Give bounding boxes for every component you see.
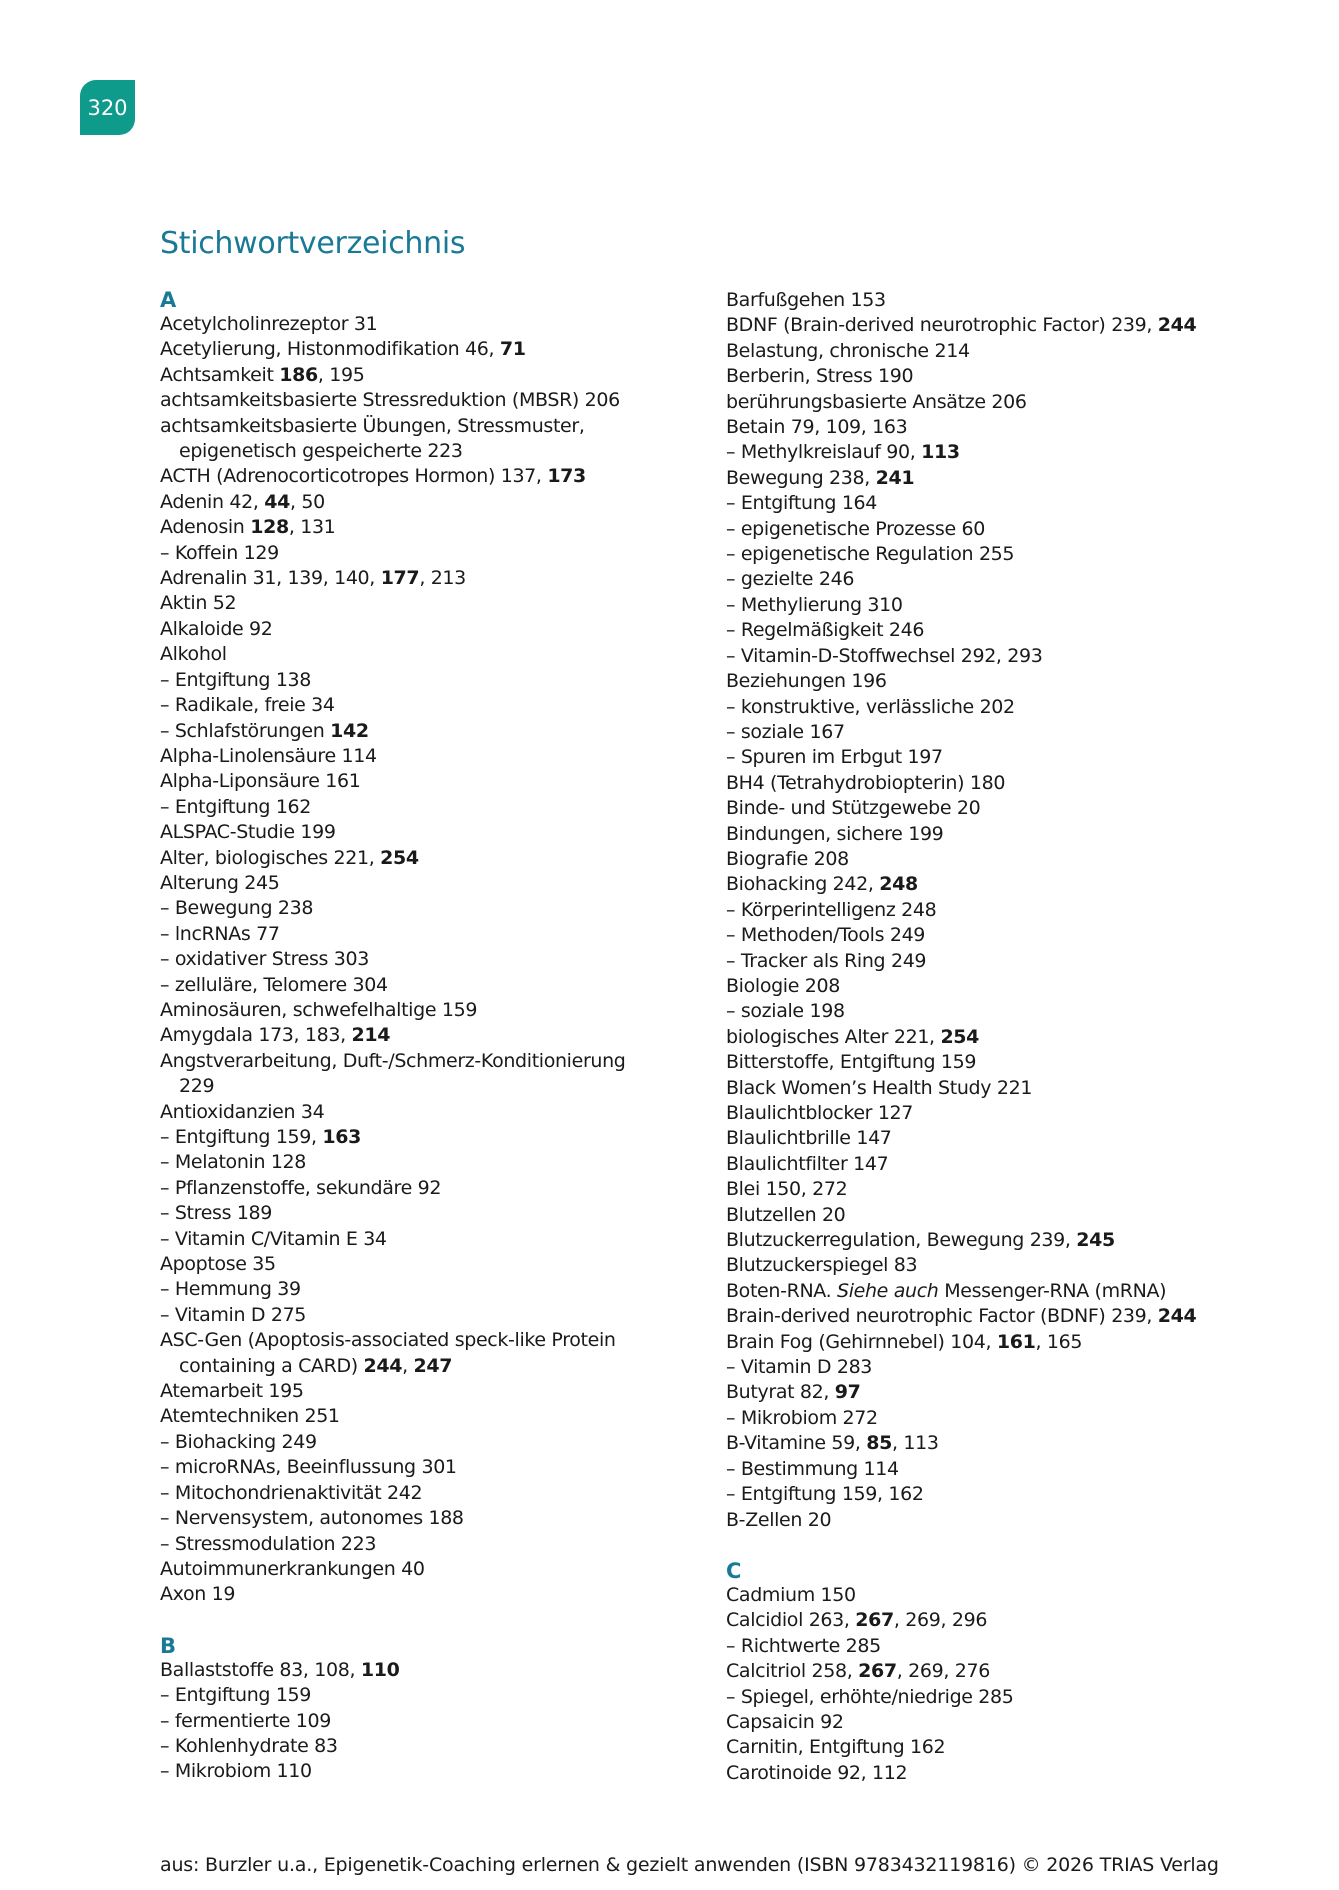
index-entry [160, 1023, 710, 1048]
entry-text: – Pflanzenstoffe, sekundäre 92 [160, 1176, 442, 1199]
page-ref-main: 161 [996, 1330, 1036, 1353]
index-entry [726, 669, 1276, 694]
entry-text: – Entgiftung 162 [160, 795, 312, 818]
index-entry [726, 1330, 1276, 1355]
entry-text: achtsamkeitsbasierte Übungen, Stressmuster, [160, 414, 585, 437]
index-entry [726, 1355, 1276, 1380]
entry-text: Adrenalin 31, 139, 140, [160, 567, 381, 590]
entry-text: Apoptose 35 [160, 1253, 276, 1276]
page-ref-main: 267 [858, 1660, 897, 1683]
index-entry [160, 312, 710, 337]
entry-text: – lncRNAs 77 [160, 922, 280, 945]
entry-text: – Biohacking 249 [160, 1430, 317, 1453]
index-entry [726, 567, 1276, 592]
entry-text: B-Zellen 20 [726, 1508, 832, 1531]
footer-citation: aus: Burzler u.a., Epigenetik-Coaching erlernen & gezielt anwenden (ISBN 9783432119816) © 2026 TRIAS Verlag [160, 1854, 1219, 1876]
entry-text: Axon 19 [160, 1583, 236, 1606]
index-entry [160, 1532, 710, 1557]
index-entry [160, 1683, 710, 1708]
entry-text: Alter, biologisches 221, [160, 846, 381, 869]
index-entry [160, 1354, 710, 1379]
page-ref-main: 244 [1157, 1305, 1197, 1328]
index-entry [160, 820, 710, 845]
entry-text: – Entgiftung 159 [160, 1684, 312, 1707]
entry-text: Beziehungen 196 [726, 670, 887, 693]
entry-text: Bindungen, sichere 199 [726, 822, 944, 845]
page-ref-main: 254 [940, 1025, 980, 1048]
index-entry [160, 1227, 710, 1252]
index-entry [726, 364, 1276, 389]
entry-text: – Kohlenhydrate 83 [160, 1734, 338, 1757]
section-letter: C [726, 1558, 742, 1583]
index-entry [726, 1279, 1276, 1304]
section-letter: A [160, 288, 177, 312]
page-ref-main: 142 [330, 719, 369, 742]
page-ref-main: 97 [834, 1381, 861, 1404]
index-entry [726, 720, 1276, 745]
entry-text: , 165 [1035, 1330, 1083, 1353]
entry-text: Betain 79, 109, 163 [726, 416, 908, 439]
index-entry [726, 1076, 1276, 1101]
page-ref-main: 244 [363, 1354, 403, 1377]
index-entry [726, 288, 1276, 313]
index-entry [726, 1508, 1276, 1533]
entry-text: – Tracker als Ring 249 [726, 949, 927, 972]
index-entry [726, 1101, 1276, 1126]
entry-text: – Mikrobiom 272 [726, 1406, 878, 1429]
index-entry [726, 1761, 1276, 1786]
entry-text: Adenosin [160, 516, 251, 539]
entry-text: – gezielte 246 [726, 568, 855, 591]
page-ref-main: 241 [875, 466, 915, 489]
index-entry [160, 490, 710, 515]
index-entry [726, 974, 1276, 999]
entry-text: – oxidativer Stress 303 [160, 948, 369, 971]
entry-text: Amygdala 173, 183, [160, 1024, 352, 1047]
index-entry [726, 1050, 1276, 1075]
index-entry [160, 947, 710, 972]
page-ref-main: 267 [855, 1609, 894, 1632]
index-entry [160, 1303, 710, 1328]
entry-text: , 131 [288, 516, 336, 539]
entry-text: – microRNAs, Beeinflussung 301 [160, 1456, 457, 1479]
entry-text: Binde- und Stützgewebe 20 [726, 797, 981, 820]
entry-text: – epigenetische Regulation 255 [726, 543, 1015, 566]
entry-text: – Stress 189 [160, 1202, 273, 1225]
index-entry [726, 1228, 1276, 1253]
index-entry [160, 769, 710, 794]
index-entry [160, 1481, 710, 1506]
entry-text: – Regelmäßigkeit 246 [726, 619, 925, 642]
index-entry [160, 795, 710, 820]
page-ref-main: 177 [380, 567, 420, 590]
entry-text: Alterung 245 [160, 871, 280, 894]
index-entry [160, 1506, 710, 1531]
entry-text: Blutzellen 20 [726, 1203, 846, 1226]
entry-text: Alkohol [160, 643, 227, 666]
entry-text: – Spuren im Erbgut 197 [726, 746, 943, 769]
entry-text: containing a CARD) [179, 1354, 364, 1377]
entry-text: Blutzuckerregulation, Bewegung 239, [726, 1229, 1077, 1252]
entry-text: Brain-derived neurotrophic Factor (BDNF) 239, [726, 1305, 1158, 1328]
page-ref-main: 44 [264, 490, 290, 513]
page-ref-main: 247 [413, 1354, 453, 1377]
entry-text: Adenin 42, [160, 490, 265, 513]
entry-text: – Methylkreislauf 90, [726, 441, 922, 464]
entry-text: Calcitriol 258, [726, 1660, 859, 1683]
index-entry [726, 1152, 1276, 1177]
index-entry [726, 644, 1276, 669]
entry-text: – konstruktive, verlässliche 202 [726, 695, 1015, 718]
entry-text: Acetylierung, Histonmodifikation 46, [160, 338, 500, 361]
entry-text: – Vitamin D 283 [726, 1356, 873, 1379]
index-entry [160, 439, 710, 464]
entry-text: , 195 [317, 363, 365, 386]
entry-text: – soziale 167 [726, 720, 845, 743]
index-entry [160, 668, 710, 693]
entry-text: Biohacking 242, [726, 873, 880, 896]
entry-text: Messenger-RNA (mRNA) [938, 1279, 1167, 1302]
index-entry [726, 517, 1276, 542]
index-entry [160, 515, 710, 540]
index-entry [726, 466, 1276, 491]
index-entry [726, 313, 1276, 338]
page-ref-main: 85 [866, 1432, 893, 1455]
entry-text: – Entgiftung 159, [160, 1126, 323, 1148]
index-entry [726, 1659, 1276, 1684]
index-entry [726, 796, 1276, 821]
index-entry [726, 339, 1276, 364]
entry-text: Belastung, chronische 214 [726, 339, 970, 362]
entry-text: – soziale 198 [726, 1000, 845, 1023]
index-entry [726, 1685, 1276, 1710]
entry-text: , 269, 276 [896, 1660, 990, 1683]
index-entry [160, 1125, 710, 1150]
entry-text: Acetylcholinrezeptor 31 [160, 313, 378, 335]
index-entry [726, 415, 1276, 440]
page-ref-main: 254 [380, 846, 419, 869]
index-entry [726, 898, 1276, 923]
index-entry [726, 1710, 1276, 1735]
entry-text: Biografie 208 [726, 847, 849, 870]
index-entry [160, 1252, 710, 1277]
entry-text: – Spiegel, erhöhte/niedrige 285 [726, 1685, 1014, 1708]
entry-text: – Schlafstörungen [160, 719, 331, 742]
entry-text: Boten-RNA. [726, 1279, 838, 1302]
entry-text: – Hemmung 39 [160, 1278, 301, 1301]
index-entry [726, 872, 1276, 897]
entry-text: Siehe auch [837, 1279, 939, 1302]
page-ref-main: 163 [322, 1126, 362, 1148]
index-entry [160, 1379, 710, 1404]
entry-text: Angstverarbeitung, Duft-/Schmerz-Konditionierung [160, 1049, 626, 1072]
entry-text: Carnitin, Entgiftung 162 [726, 1736, 946, 1759]
index-entry [160, 1150, 710, 1175]
index-entry [726, 542, 1276, 567]
index-entry [726, 491, 1276, 516]
index-entry [160, 744, 710, 769]
index-entry [726, 822, 1276, 847]
index-entry [160, 1430, 710, 1455]
index-entry [726, 1203, 1276, 1228]
entry-text: Alkaloide 92 [160, 617, 273, 640]
entry-text: Calcidiol 263, [726, 1609, 856, 1632]
page-ref-main: 248 [879, 873, 918, 896]
entry-text: – Radikale, freie 34 [160, 694, 335, 717]
entry-text: B-Vitamine 59, [726, 1432, 867, 1455]
entry-text: Achtsamkeit [160, 363, 280, 386]
entry-text: Brain Fog (Gehirnnebel) 104, [726, 1330, 997, 1353]
page-ref-main: 113 [921, 441, 960, 464]
index-entry [160, 1277, 710, 1302]
entry-text: – Vitamin-D-Stoffwechsel 292, 293 [726, 644, 1043, 667]
page-ref-main: 173 [547, 465, 586, 488]
index-entry [160, 693, 710, 718]
index-entry [160, 1658, 710, 1683]
entry-text: – Mitochondrienaktivität 242 [160, 1481, 423, 1504]
index-entry [726, 1126, 1276, 1151]
index-entry [726, 847, 1276, 872]
index-entry [160, 414, 710, 439]
index-column-right [726, 288, 1276, 1786]
entry-text: – Bewegung 238 [160, 897, 314, 920]
entry-text: – Entgiftung 159, 162 [726, 1483, 924, 1506]
index-entry [160, 541, 710, 566]
entry-text: BH4 (Tetrahydrobiopterin) 180 [726, 771, 1006, 794]
entry-text: achtsamkeitsbasierte Stressreduktion (MBSR) 206 [160, 389, 620, 412]
index-entry [160, 363, 710, 388]
page-ref-main: 71 [499, 338, 526, 361]
index-entry [726, 1304, 1276, 1329]
entry-text: Bewegung 238, [726, 466, 876, 489]
index-entry [160, 591, 710, 616]
index-entry [726, 1380, 1276, 1405]
index-column-left [160, 288, 710, 1785]
index-entry [726, 593, 1276, 618]
index-entry [160, 642, 710, 667]
entry-text: 229 [179, 1075, 215, 1098]
entry-text: Barfußgehen 153 [726, 289, 886, 311]
entry-text: Antioxidanzien 34 [160, 1100, 325, 1123]
page-ref-main: 128 [250, 516, 289, 539]
index-entry [160, 896, 710, 921]
entry-text: – Vitamin C/Vitamin E 34 [160, 1227, 387, 1250]
entry-text: berührungsbasierte Ansätze 206 [726, 390, 1027, 413]
entry-text: , 50 [289, 490, 325, 513]
entry-text: BDNF (Brain-derived neurotrophic Factor) 239, [726, 314, 1158, 337]
entry-text: ASC-Gen (Apoptosis-associated speck-like Protein [160, 1329, 616, 1352]
entry-text: – epigenetische Prozesse 60 [726, 517, 985, 540]
entry-text: Aktin 52 [160, 592, 237, 615]
entry-text: – Methoden/Tools 249 [726, 924, 926, 947]
index-entry [726, 440, 1276, 465]
index-entry [160, 617, 710, 642]
index-entry [726, 1177, 1276, 1202]
entry-text: Atemarbeit 195 [160, 1380, 304, 1403]
index-entry [726, 999, 1276, 1024]
entry-text: Alpha-Liponsäure 161 [160, 770, 361, 793]
index-entry [726, 1634, 1276, 1659]
index-entry [160, 1582, 710, 1607]
entry-text: – Richtwerte 285 [726, 1634, 881, 1657]
index-entry [726, 1025, 1276, 1050]
entry-text: Ballaststoffe 83, 108, [160, 1658, 361, 1681]
entry-text: Atemtechniken 251 [160, 1405, 340, 1428]
index-entry [160, 1049, 710, 1074]
section-letter: B [160, 1633, 177, 1658]
index-entry [160, 1404, 710, 1429]
index-entry [726, 1457, 1276, 1482]
index-entry [726, 1608, 1276, 1633]
index-entry [160, 1201, 710, 1226]
entry-text: ALSPAC-Studie 199 [160, 821, 336, 844]
index-entry [160, 719, 710, 744]
index-entry [160, 973, 710, 998]
entry-text: – Entgiftung 138 [160, 668, 312, 691]
entry-text: , 269, 296 [893, 1609, 988, 1632]
page-number-badge: 320 [80, 80, 135, 135]
index-entry [160, 1100, 710, 1125]
index-entry [160, 1176, 710, 1201]
entry-text: – Mikrobiom 110 [160, 1760, 312, 1783]
index-entry [726, 1406, 1276, 1431]
index-entry [160, 846, 710, 871]
entry-text: – Melatonin 128 [160, 1151, 307, 1174]
index-entry [160, 1709, 710, 1734]
entry-text: , 113 [892, 1432, 939, 1455]
entry-text: – Vitamin D 275 [160, 1303, 307, 1326]
index-entry [160, 1759, 710, 1784]
index-entry [160, 871, 710, 896]
entry-text: , [402, 1354, 414, 1377]
index-entry [160, 464, 710, 489]
page-ref-main: 110 [360, 1658, 400, 1681]
entry-text: – zelluläre, Telomere 304 [160, 973, 388, 996]
entry-text: – Methylierung 310 [726, 593, 903, 616]
index-entry [160, 1455, 710, 1480]
entry-text: Black Women’s Health Study 221 [726, 1076, 1033, 1099]
entry-text: – Koffein 129 [160, 541, 279, 564]
entry-text: Blaulichtblocker 127 [726, 1102, 914, 1124]
entry-text: Butyrat 82, [726, 1381, 835, 1404]
index-entry [726, 771, 1276, 796]
entry-text: Alpha-Linolensäure 114 [160, 744, 377, 767]
index-entry [726, 695, 1276, 720]
entry-text: Carotinoide 92, 112 [726, 1761, 908, 1784]
index-entry [160, 1074, 710, 1099]
index-entry [726, 923, 1276, 948]
index-entry [160, 1557, 710, 1582]
index-entry [726, 745, 1276, 770]
index-entry [726, 949, 1276, 974]
entry-text: – fermentierte 109 [160, 1709, 332, 1732]
entry-text: Blaulichtbrille 147 [726, 1127, 892, 1150]
index-entry [160, 922, 710, 947]
index-entry [726, 618, 1276, 643]
page-ref-main: 214 [351, 1024, 391, 1047]
entry-text: – Körperintelligenz 248 [726, 898, 937, 921]
page-ref-main: 244 [1157, 314, 1197, 337]
entry-text: Blutzuckerspiegel 83 [726, 1254, 918, 1277]
entry-text: Bitterstoffe, Entgiftung 159 [726, 1051, 977, 1074]
entry-text: Blei 150, 272 [726, 1178, 848, 1201]
index-entry [160, 1734, 710, 1759]
index-entry [726, 1735, 1276, 1760]
index-entry [726, 390, 1276, 415]
entry-text: biologisches Alter 221, [726, 1025, 941, 1048]
entry-text: – Bestimmung 114 [726, 1457, 899, 1480]
index-entry [160, 566, 710, 591]
page-ref-main: 245 [1076, 1229, 1115, 1252]
entry-text: ACTH (Adrenocorticotropes Hormon) 137, [160, 465, 548, 488]
index-entry [726, 1482, 1276, 1507]
entry-text: Aminosäuren, schwefelhaltige 159 [160, 998, 478, 1021]
index-entry [726, 1583, 1276, 1608]
index-entry [726, 1431, 1276, 1456]
index-entry [160, 388, 710, 413]
entry-text: Capsaicin 92 [726, 1710, 844, 1733]
entry-text: – Nervensystem, autonomes 188 [160, 1507, 464, 1530]
entry-text: Autoimmunerkrankungen 40 [160, 1557, 425, 1580]
entry-text: Cadmium 150 [726, 1583, 856, 1606]
entry-text: , 213 [419, 567, 466, 590]
entry-text: epigenetisch gespeicherte 223 [179, 440, 463, 463]
index-entry [726, 1253, 1276, 1278]
page-title: Stichwortverzeichnis [160, 226, 466, 261]
entry-text: Biologie 208 [726, 974, 840, 997]
entry-text: Blaulichtfilter 147 [726, 1152, 889, 1175]
entry-text: – Entgiftung 164 [726, 492, 878, 515]
index-entry [160, 337, 710, 362]
entry-text: – Stressmodulation 223 [160, 1532, 377, 1555]
index-entry [160, 998, 710, 1023]
entry-text: Berberin, Stress 190 [726, 365, 914, 388]
index-entry [160, 1328, 710, 1353]
page-ref-main: 186 [279, 363, 318, 386]
